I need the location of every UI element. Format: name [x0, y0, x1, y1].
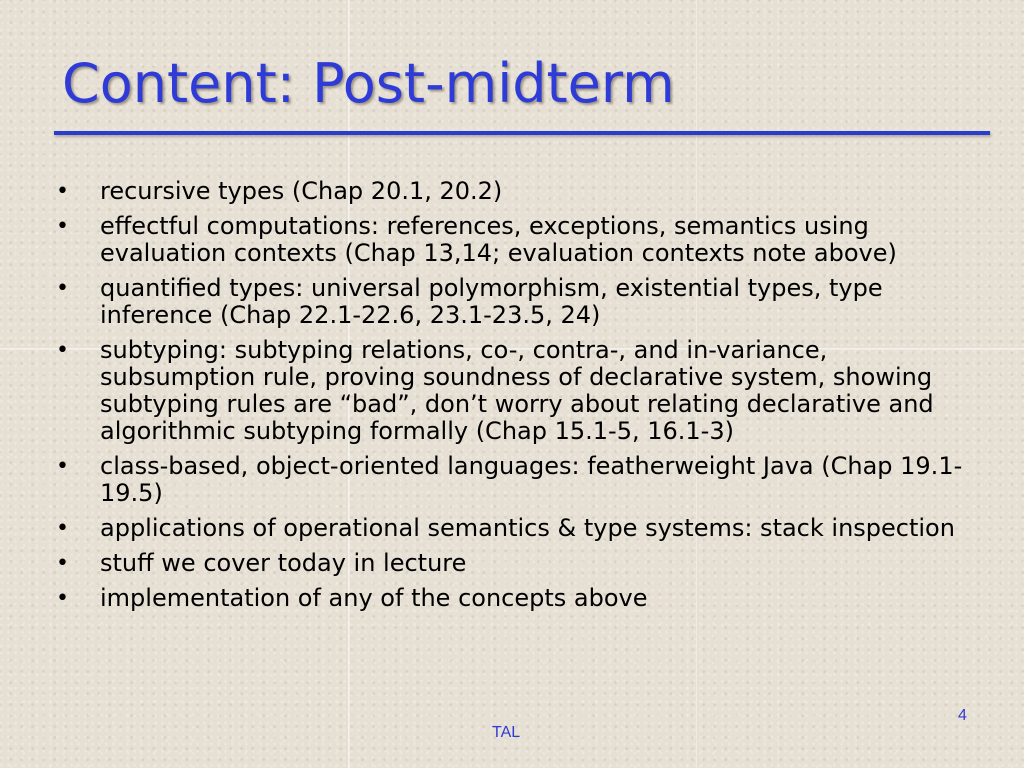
list-item — [56, 337, 976, 445]
list-item — [56, 585, 976, 612]
bullet-text: implementation of any of the concepts above — [100, 584, 648, 612]
slide-title: Content: Post-midterm — [62, 52, 675, 115]
bullet-text: stuff we cover today in lecture — [100, 549, 467, 577]
slide-footer: TAL — [492, 724, 521, 741]
bullet-icon: • — [56, 179, 69, 204]
bullet-text: effectful computations: references, exceptions, semantics using evaluation contexts (Chap 13,14; evaluation contexts note above) — [100, 212, 897, 267]
list-item — [56, 275, 976, 329]
bullet-text: subtyping: subtyping relations, co-, contra-, and in-variance, subsumption rule, proving soundness of declarative system, showing subtyping rules are “bad”, don’t worry about relating declarative and algorithmic subtyping formally (Chap 15.1-5, 16.1-3) — [100, 336, 934, 445]
bullet-icon: • — [56, 214, 69, 239]
list-item — [56, 550, 976, 577]
bullet-text: class-based, object-oriented languages: featherweight Java (Chap 19.1-19.5) — [100, 452, 963, 507]
title-underline — [54, 131, 990, 135]
list-item — [56, 178, 976, 205]
bullet-list — [56, 178, 976, 620]
bullet-icon: • — [56, 516, 69, 541]
bullet-icon: • — [56, 338, 69, 363]
bullet-icon: • — [56, 276, 69, 301]
page-number: 4 — [958, 707, 967, 724]
bullet-icon: • — [56, 551, 69, 576]
bullet-text: recursive types (Chap 20.1, 20.2) — [100, 177, 503, 205]
bullet-icon: • — [56, 586, 69, 611]
bullet-text: applications of operational semantics & type systems: stack inspection — [100, 514, 955, 542]
bullet-icon: • — [56, 454, 69, 479]
list-item — [56, 213, 976, 267]
bullet-text: quantified types: universal polymorphism, existential types, type inference (Chap 22.1-22.6, 23.1-23.5, 24) — [100, 274, 883, 329]
list-item — [56, 515, 976, 542]
list-item — [56, 453, 976, 507]
